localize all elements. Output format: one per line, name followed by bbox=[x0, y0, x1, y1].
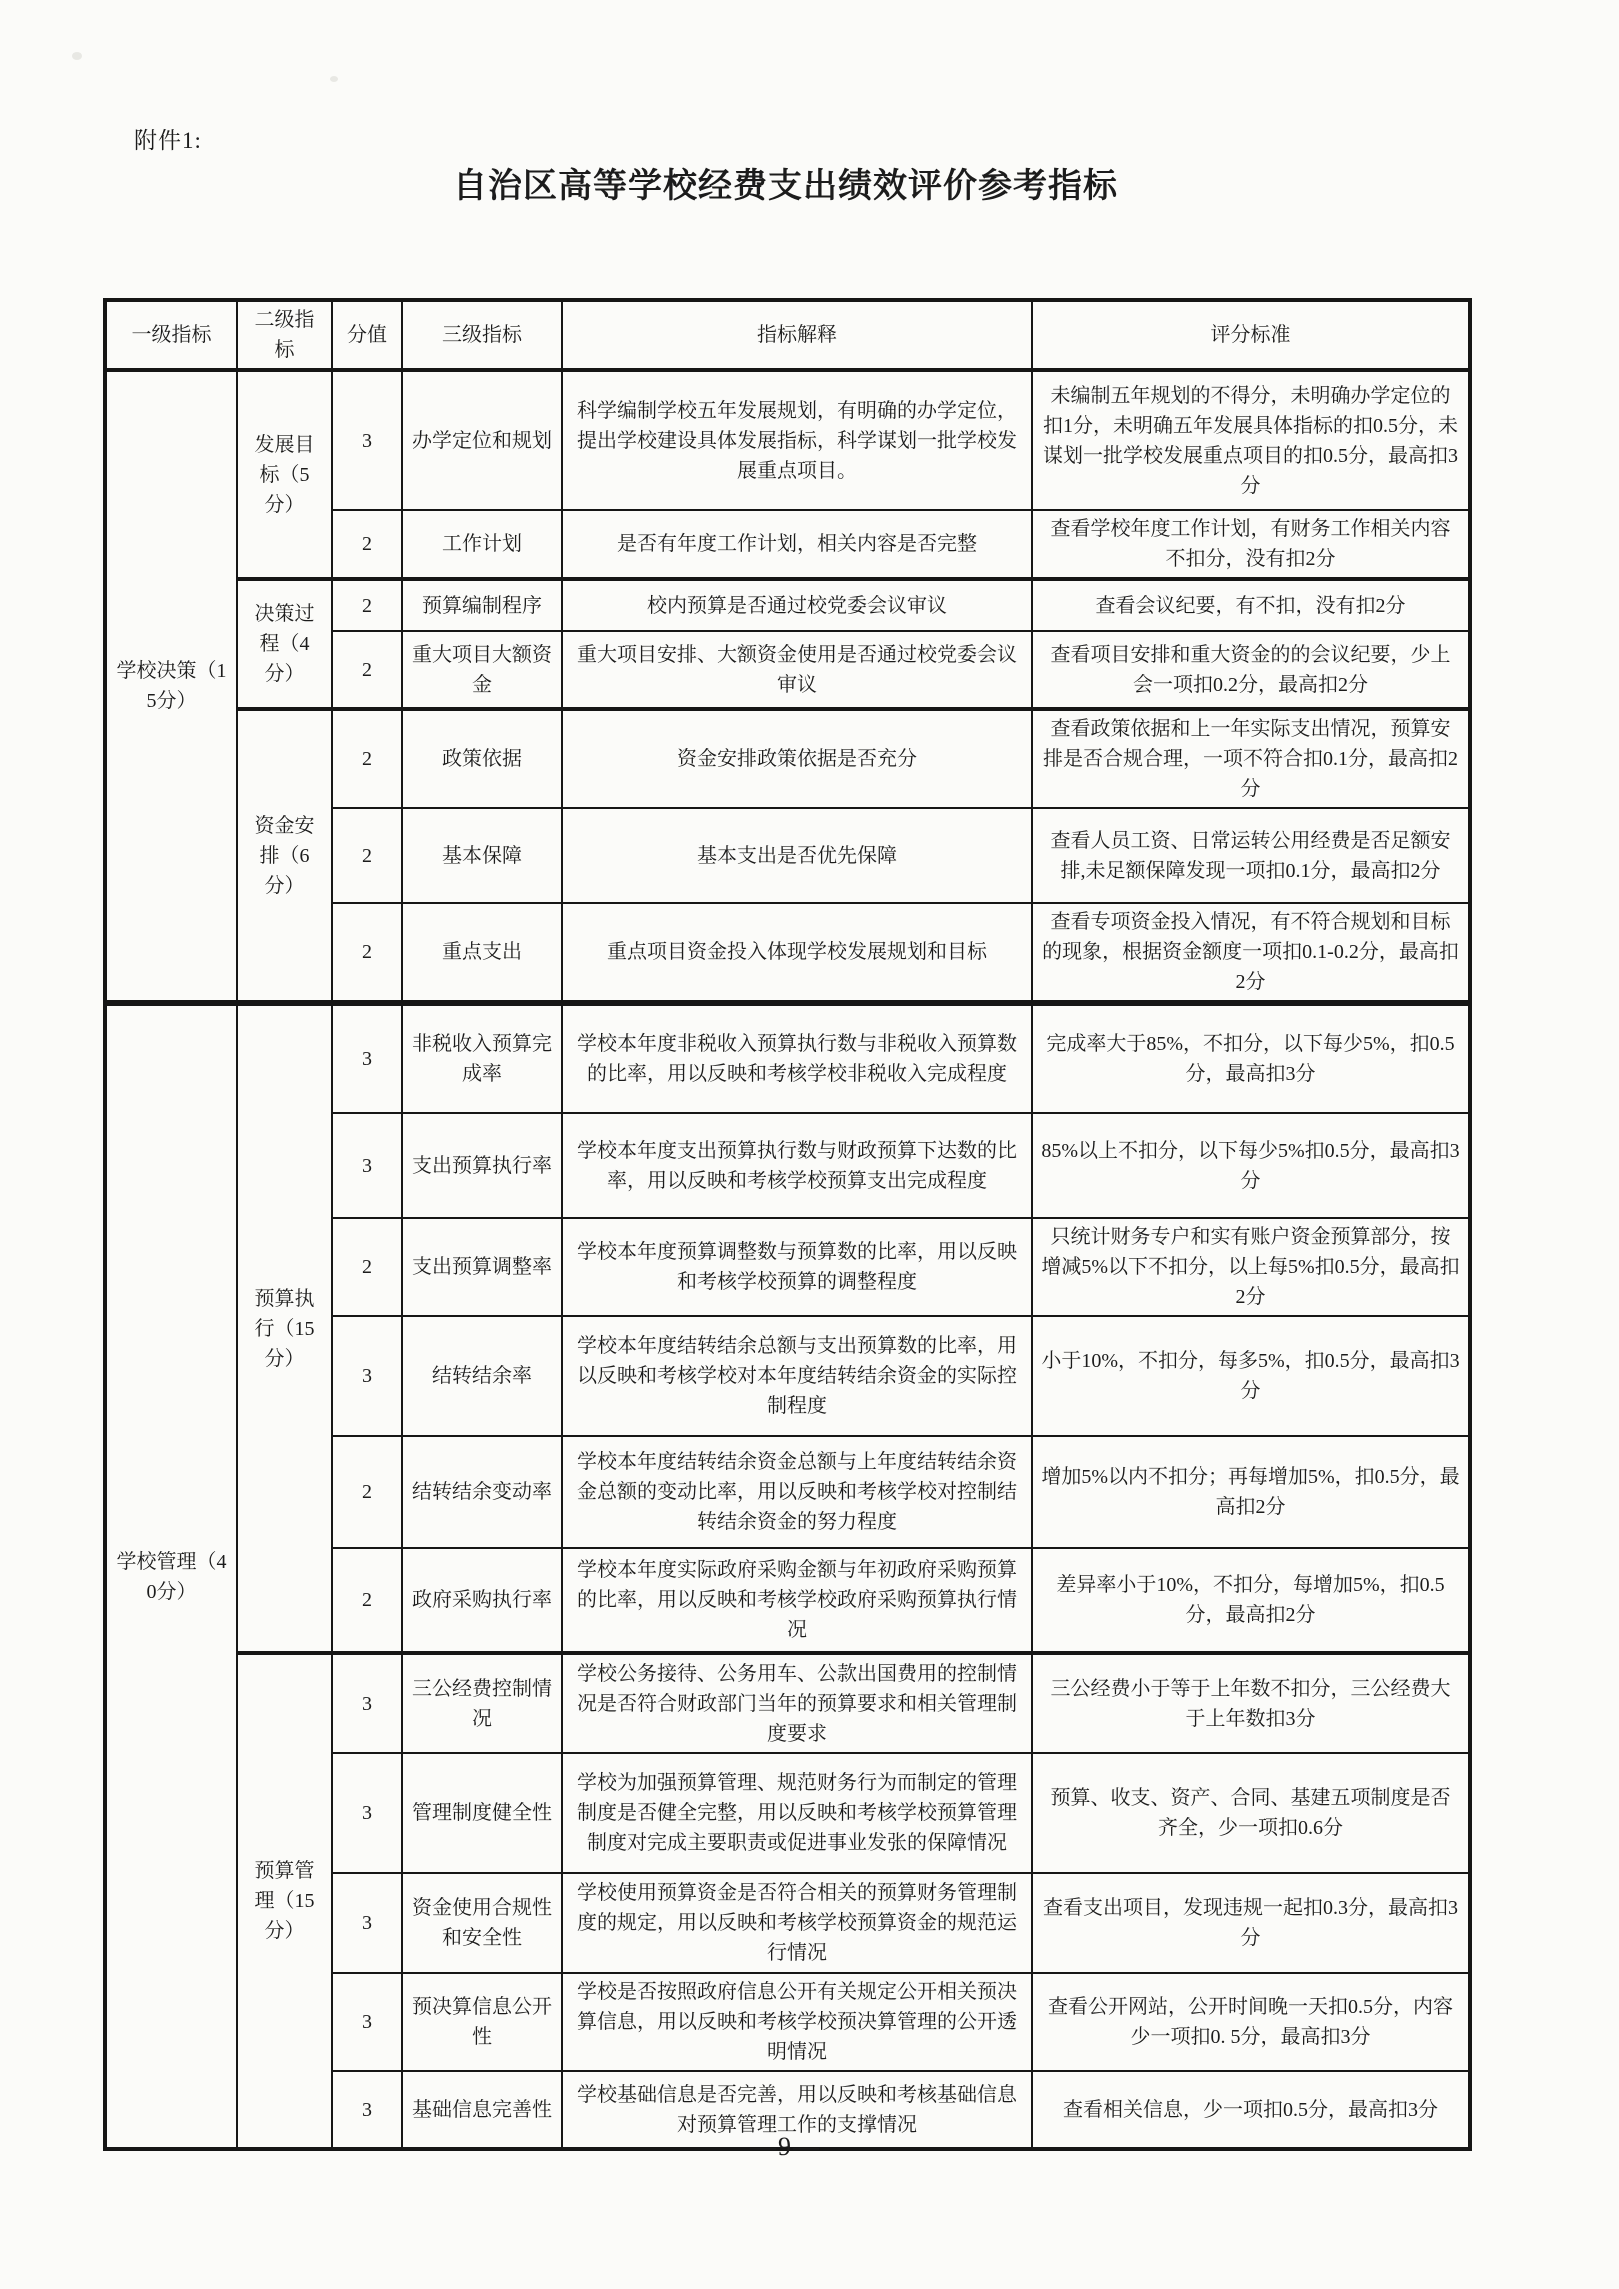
criteria-cell: 查看支出项目，发现违规一起扣0.3分，最高扣3分 bbox=[1032, 1873, 1470, 1973]
score-cell: 2 bbox=[332, 808, 402, 903]
level3-indicator-cell: 三公经费控制情况 bbox=[402, 1653, 562, 1753]
explanation-cell: 学校公务接待、公务用车、公款出国费用的控制情况是否符合财政部门当年的预算要求和相关管理制度要求 bbox=[562, 1653, 1032, 1753]
criteria-cell: 完成率大于85%，不扣分，以下每少5%，扣0.5分，最高扣3分 bbox=[1032, 1003, 1470, 1113]
explanation-cell: 科学编制学校五年发展规划，有明确的办学定位，提出学校建设具体发展指标，科学谋划一批学校发展重点项目。 bbox=[562, 370, 1032, 510]
explanation-cell: 学校本年度预算调整数与预算数的比率，用以反映和考核学校预算的调整程度 bbox=[562, 1218, 1032, 1316]
criteria-cell: 未编制五年规划的不得分，未明确办学定位的扣1分，未明确五年发展具体指标的扣0.5分，未谋划一批学校发展重点项目的扣0.5分，最高扣3分 bbox=[1032, 370, 1470, 510]
explanation-cell: 学校本年度结转结余资金总额与上年度结转结余资金总额的变动比率，用以反映和考核学校对控制结转结余资金的努力程度 bbox=[562, 1436, 1032, 1548]
indicators-table-body bbox=[105, 370, 1470, 2149]
table-row bbox=[105, 1653, 1470, 1753]
criteria-cell: 查看人员工资、日常运转公用经费是否足额安排,未足额保障发现一项扣0.1分，最高扣2分 bbox=[1032, 808, 1470, 903]
explanation-cell: 学校本年度结转结余总额与支出预算数的比率，用以反映和考核学校对本年度结转结余资金的实际控制程度 bbox=[562, 1316, 1032, 1436]
score-cell: 2 bbox=[332, 903, 402, 1003]
table-row bbox=[105, 1003, 1470, 1113]
table-header-row bbox=[105, 300, 1470, 370]
score-cell: 3 bbox=[332, 1873, 402, 1973]
explanation-cell: 学校使用预算资金是否符合相关的预算财务管理制度的规定，用以反映和考核学校预算资金的规范运行情况 bbox=[562, 1873, 1032, 1973]
level3-indicator-cell: 管理制度健全性 bbox=[402, 1753, 562, 1873]
explanation-cell: 基本支出是否优先保障 bbox=[562, 808, 1032, 903]
table-row bbox=[105, 709, 1470, 808]
scan-smudge bbox=[72, 52, 82, 60]
explanation-cell: 重大项目安排、大额资金使用是否通过校党委会议审议 bbox=[562, 631, 1032, 709]
criteria-cell: 三公经费小于等于上年数不扣分，三公经费大于上年数扣3分 bbox=[1032, 1653, 1470, 1753]
indicators-table-wrapper bbox=[103, 298, 1472, 2151]
table-row bbox=[105, 370, 1470, 510]
level3-indicator-cell: 基础信息完善性 bbox=[402, 2071, 562, 2149]
level2-indicator-cell: 资金安排（6分） bbox=[237, 709, 332, 1003]
score-cell: 2 bbox=[332, 631, 402, 709]
score-cell: 3 bbox=[332, 2071, 402, 2149]
level3-indicator-cell: 办学定位和规划 bbox=[402, 370, 562, 510]
score-cell: 3 bbox=[332, 1316, 402, 1436]
level3-indicator-cell: 政府采购执行率 bbox=[402, 1548, 562, 1653]
criteria-cell: 查看政策依据和上一年实际支出情况，预算安排是否合规合理，一项不符合扣0.1分，最高扣2分 bbox=[1032, 709, 1470, 808]
level2-indicator-cell: 决策过程（4分） bbox=[237, 579, 332, 709]
criteria-cell: 查看公开网站，公开时间晚一天扣0.5分，内容少一项扣0. 5分，最高扣3分 bbox=[1032, 1973, 1470, 2071]
level3-indicator-cell: 资金使用合规性和安全性 bbox=[402, 1873, 562, 1973]
criteria-cell: 查看专项资金投入情况，有不符合规划和目标的现象，根据资金额度一项扣0.1-0.2分，最高扣2分 bbox=[1032, 903, 1470, 1003]
score-cell: 3 bbox=[332, 1003, 402, 1113]
explanation-cell: 资金安排政策依据是否充分 bbox=[562, 709, 1032, 808]
level3-indicator-cell: 结转结余率 bbox=[402, 1316, 562, 1436]
level3-indicator-cell: 重点支出 bbox=[402, 903, 562, 1003]
score-cell: 2 bbox=[332, 1548, 402, 1653]
explanation-cell: 学校基础信息是否完善，用以反映和考核基础信息对预算管理工作的支撑情况 bbox=[562, 2071, 1032, 2149]
attachment-label: 附件1: bbox=[134, 128, 202, 153]
criteria-cell: 只统计财务专户和实有账户资金预算部分，按增减5%以下不扣分，以上每5%扣0.5分，最高扣2分 bbox=[1032, 1218, 1470, 1316]
criteria-cell: 查看项目安排和重大资金的的会议纪要，少上会一项扣0.2分，最高扣2分 bbox=[1032, 631, 1470, 709]
col-header-explanation: 指标解释 bbox=[562, 300, 1032, 370]
criteria-cell: 差异率小于10%，不扣分，每增加5%，扣0.5分，最高扣2分 bbox=[1032, 1548, 1470, 1653]
score-cell: 2 bbox=[332, 709, 402, 808]
level3-indicator-cell: 支出预算调整率 bbox=[402, 1218, 562, 1316]
level3-indicator-cell: 预决算信息公开性 bbox=[402, 1973, 562, 2071]
score-cell: 3 bbox=[332, 1653, 402, 1753]
col-header-level1: 一级指标 bbox=[105, 300, 237, 370]
table-row bbox=[105, 579, 1470, 631]
criteria-cell: 查看相关信息，少一项扣0.5分，最高扣3分 bbox=[1032, 2071, 1470, 2149]
col-header-level2: 二级指标 bbox=[237, 300, 332, 370]
level3-indicator-cell: 预算编制程序 bbox=[402, 579, 562, 631]
level2-indicator-cell: 预算管理（15分） bbox=[237, 1653, 332, 2149]
page-number: —9— bbox=[750, 2132, 821, 2161]
explanation-cell: 学校本年度非税收入预算执行数与非税收入预算数的比率，用以反映和考核学校非税收入完成程度 bbox=[562, 1003, 1032, 1113]
score-cell: 2 bbox=[332, 579, 402, 631]
score-cell: 3 bbox=[332, 1973, 402, 2071]
score-cell: 3 bbox=[332, 370, 402, 510]
criteria-cell: 85%以上不扣分，以下每少5%扣0.5分，最高扣3分 bbox=[1032, 1113, 1470, 1218]
criteria-cell: 查看会议纪要，有不扣，没有扣2分 bbox=[1032, 579, 1470, 631]
level2-indicator-cell: 发展目标（5分） bbox=[237, 370, 332, 579]
score-cell: 3 bbox=[332, 1113, 402, 1218]
criteria-cell: 增加5%以内不扣分；再每增加5%，扣0.5分，最高扣2分 bbox=[1032, 1436, 1470, 1548]
level1-indicator-cell: 学校决策（15分） bbox=[105, 370, 237, 1003]
col-header-level3: 三级指标 bbox=[402, 300, 562, 370]
explanation-cell: 学校是否按照政府信息公开有关规定公开相关预决算信息，用以反映和考核学校预决算管理的公开透明情况 bbox=[562, 1973, 1032, 2071]
level2-indicator-cell: 预算执行（15分） bbox=[237, 1003, 332, 1653]
level3-indicator-cell: 支出预算执行率 bbox=[402, 1113, 562, 1218]
criteria-cell: 查看学校年度工作计划，有财务工作相关内容不扣分，没有扣2分 bbox=[1032, 510, 1470, 579]
col-header-score: 分值 bbox=[332, 300, 402, 370]
level3-indicator-cell: 重大项目大额资金 bbox=[402, 631, 562, 709]
indicators-table bbox=[103, 298, 1472, 2151]
scan-smudge bbox=[330, 76, 338, 82]
criteria-cell: 小于10%，不扣分，每多5%，扣0.5分，最高扣3分 bbox=[1032, 1316, 1470, 1436]
score-cell: 2 bbox=[332, 1436, 402, 1548]
score-cell: 2 bbox=[332, 510, 402, 579]
page-title: 自治区高等学校经费支出绩效评价参考指标 bbox=[453, 168, 1118, 205]
level3-indicator-cell: 非税收入预算完成率 bbox=[402, 1003, 562, 1113]
explanation-cell: 学校本年度支出预算执行数与财政预算下达数的比率，用以反映和考核学校预算支出完成程度 bbox=[562, 1113, 1032, 1218]
score-cell: 3 bbox=[332, 1753, 402, 1873]
score-cell: 2 bbox=[332, 1218, 402, 1316]
explanation-cell: 学校本年度实际政府采购金额与年初政府采购预算的比率，用以反映和考核学校政府采购预算执行情况 bbox=[562, 1548, 1032, 1653]
level3-indicator-cell: 基本保障 bbox=[402, 808, 562, 903]
explanation-cell: 是否有年度工作计划，相关内容是否完整 bbox=[562, 510, 1032, 579]
explanation-cell: 重点项目资金投入体现学校发展规划和目标 bbox=[562, 903, 1032, 1003]
level3-indicator-cell: 政策依据 bbox=[402, 709, 562, 808]
explanation-cell: 学校为加强预算管理、规范财务行为而制定的管理制度是否健全完整，用以反映和考核学校预算管理制度对完成主要职责或促进事业发张的保障情况 bbox=[562, 1753, 1032, 1873]
criteria-cell: 预算、收支、资产、合同、基建五项制度是否齐全，少一项扣0.6分 bbox=[1032, 1753, 1470, 1873]
col-header-criteria: 评分标准 bbox=[1032, 300, 1470, 370]
level1-indicator-cell: 学校管理（40分） bbox=[105, 1003, 237, 2149]
level3-indicator-cell: 工作计划 bbox=[402, 510, 562, 579]
explanation-cell: 校内预算是否通过校党委会议审议 bbox=[562, 579, 1032, 631]
level3-indicator-cell: 结转结余变动率 bbox=[402, 1436, 562, 1548]
